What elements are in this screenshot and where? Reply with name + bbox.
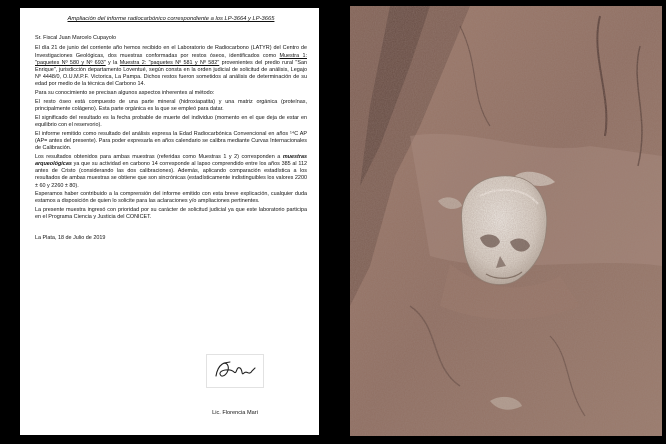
- sample-1-label: Muestra 1: "paquetes Nº 580 y Nº 693": [35, 52, 307, 66]
- excavation-photo: [350, 6, 662, 436]
- archaeological-samples-emphasis: muestras arqueológicas: [35, 153, 307, 167]
- paragraph-reception: El día 21 de junio del corriente año hemos recibido en el Laboratorio de Radiocarbono (LATYR) del Centro de Investigaciones Geológicas, dos muestras conformadas por restos óseos, identificados como Muestra 1: "paquetes Nº 580 y Nº 693" y la Muestra 2: "paquetes Nº 581 y Nº 582" provenientes del predio rural "San Enrique", jurisdicción departamento Loventué, según consta en la orden judicial de solicitud de análisis, Legajo Nº 4448/0, O.U.M.P.F. Victorica, La Pampa. Dichos restos fueron sometidos al análisis de determinación de su edad por medio de la técnica del Carbono 14.: [35, 45, 308, 88]
- greeting: Sr. Fiscal Juan Marcelo Cupayolo: [35, 35, 116, 42]
- document-date: La Plata, 18 de Julio de 2019: [35, 234, 106, 241]
- sample-2-label: Muestra 2: "paquetes Nº 581 y Nº 582": [119, 59, 220, 66]
- signer-name: Lic. Florencia Mari: [212, 410, 258, 416]
- paragraph-bone-composition: El resto óseo está compuesto de una parte mineral (hidroxiapatita) y una matriz orgánica (proteínas, principalmente colágeno). Esta parte orgánica es la que se empleó para datar.: [35, 98, 307, 113]
- paragraph-priority: La presente muestra ingresó con prioridad por su carácter de solicitud judicial ya que este laboratorio participa en el Programa Ciencia y Justicia del CONICET.: [35, 207, 307, 221]
- paragraph-method-intro: Para su conocimiento se precisan algunos aspectos inherentes al método:: [35, 90, 215, 97]
- paragraph-result-meaning: El significado del resultado es la fecha probable de muerte del individuo (momento en el que deja de estar en equilibrio con el reservorio).: [35, 114, 307, 128]
- report-document: [20, 8, 319, 435]
- paragraph-closing: Esperamos haber contribuido a la comprensión del informe emitido con esta breve explicación, cualquier duda estamos a disposición de quien lo solicite para las aclaraciones y/o ampliaciones pertinentes.: [35, 191, 307, 205]
- paragraph-calibration: El informe remitido como resultado del análisis expresa la Edad Radiocarbónica Convencional en años ¹⁴C AP (AP= antes del presente). Para poder expresarla en años calendario se calibra mediante Curvas Internacionales de Calibración.: [35, 130, 307, 152]
- signature-image: [206, 354, 264, 388]
- document-title: Ampliación del informe radiocarbónico correspondiente a los LP-3664 y LP-3665: [67, 16, 275, 22]
- paragraph-results: Los resultados obtenidos para ambas muestras (referidas como Muestras 1 y 2) corresponden a muestras arqueológicas ya que su actividad en carbono 14 corresponde al lapso comprendido entre los años 385 al 112 antes de Cristo (considerando las dos calibraciones). Además, aplicando comparación estadística a los resultados de ambas muestras se obtiene que son sincrónicas (estadísticamente indistinguibles los valores 2200 ± 60 y 2260 ± 80).: [35, 153, 307, 189]
